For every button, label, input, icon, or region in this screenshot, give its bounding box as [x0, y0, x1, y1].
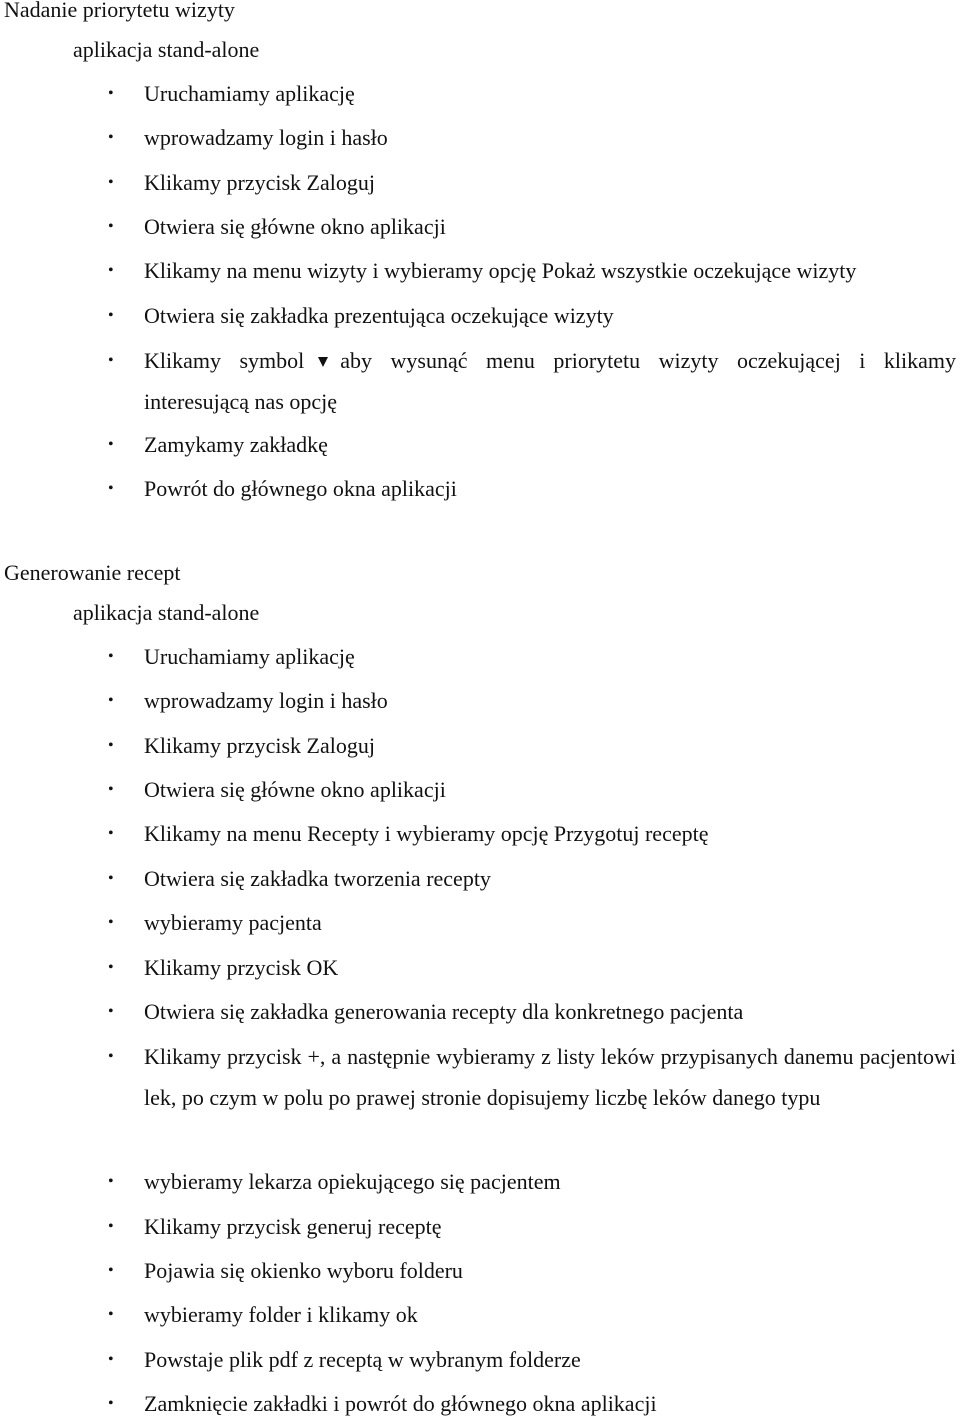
list-item: • wybieramy folder i klikamy ok — [108, 1302, 418, 1327]
list-item: • Otwiera się zakładka generowania recepty dla konkretnego pacjenta — [108, 999, 744, 1024]
bullet: • — [108, 959, 114, 976]
bullet: • — [108, 1003, 114, 1020]
bullet: • — [108, 307, 114, 324]
bullet: • — [108, 1351, 114, 1368]
bullet: • — [108, 1262, 114, 1279]
bullet: • — [108, 1173, 114, 1190]
list-item: • Klikamy przycisk Zaloguj — [108, 733, 375, 758]
list-item — [108, 340, 957, 422]
step-text-after-icon: aby wysunąć menu priorytetu wizyty oczekującej i klikamy interesującą nas opcję — [144, 348, 957, 414]
list-item: • Otwiera się główne okno aplikacji — [108, 214, 446, 239]
list-item: • wprowadzamy login i hasło — [108, 688, 388, 713]
list-item: • Klikamy na menu wizyty i wybieramy opcję Pokaż wszystkie oczekujące wizyty — [108, 258, 857, 283]
bullet: • — [108, 352, 114, 369]
list-item: • Klikamy przycisk generuj receptę — [108, 1214, 442, 1239]
bullet: • — [108, 129, 114, 146]
bullet: • — [108, 737, 114, 754]
list-item: • Powrót do głównego okna aplikacji — [108, 476, 457, 501]
list-item: • Otwiera się zakładka prezentująca oczekujące wizyty — [108, 303, 614, 328]
list-item: • Otwiera się zakładka tworzenia recepty — [108, 866, 491, 891]
bullet: • — [108, 870, 114, 887]
bullet: • — [108, 692, 114, 709]
bullet: • — [108, 436, 114, 453]
list-item: • Zamykamy zakładkę — [108, 432, 328, 457]
bullet: • — [108, 781, 114, 798]
step-text-before-icon: Klikamy symbol — [144, 348, 305, 373]
list-item: • wybieramy pacjenta — [108, 910, 322, 935]
list-item: • Klikamy przycisk Zaloguj — [108, 170, 375, 195]
bullet: • — [108, 648, 114, 665]
list-item: • Uruchamiamy aplikację — [108, 644, 355, 669]
list-item: • Powstaje plik pdf z receptą w wybranym folderze — [108, 1347, 581, 1372]
bullet: • — [108, 825, 114, 842]
list-item: • Uruchamiamy aplikację — [108, 81, 355, 106]
list-item: • Klikamy przycisk OK — [108, 955, 339, 980]
bullet: • — [108, 914, 114, 931]
bullet: • — [108, 1306, 114, 1323]
list-item: • wprowadzamy login i hasło — [108, 125, 388, 150]
section-subtitle-priority: aplikacja stand-alone — [73, 37, 260, 62]
bullet: • — [108, 218, 114, 235]
bullet: • — [108, 262, 114, 279]
section-subtitle-prescriptions: aplikacja stand-alone — [73, 600, 260, 625]
section-title-priority: Nadanie priorytetu wizyty — [4, 0, 235, 22]
list-item: • Zamknięcie zakładki i powrót do głównego okna aplikacji — [108, 1391, 657, 1416]
section-title-prescriptions: Generowanie recept — [4, 560, 181, 585]
bullet: • — [108, 1048, 114, 1065]
bullet: • — [108, 1218, 114, 1235]
bullet: • — [108, 1395, 114, 1412]
list-item: • Otwiera się główne okno aplikacji — [108, 777, 446, 802]
triangle-down-icon — [318, 357, 328, 367]
bullet: • — [108, 85, 114, 102]
list-item: • wybieramy lekarza opiekującego się pacjentem — [108, 1169, 561, 1194]
bullet: • — [108, 174, 114, 191]
list-item: • Klikamy na menu Recepty i wybieramy opcję Przygotuj receptę — [108, 821, 709, 846]
list-item: • Klikamy przycisk +, a następnie wybieramy z listy leków przypisanych danemu pacjentowi lek, po czym w polu po prawej stronie dopisujemy liczbę leków danego typu — [144, 1036, 956, 1118]
bullet: • — [108, 480, 114, 497]
list-item: • Pojawia się okienko wyboru folderu — [108, 1258, 463, 1283]
